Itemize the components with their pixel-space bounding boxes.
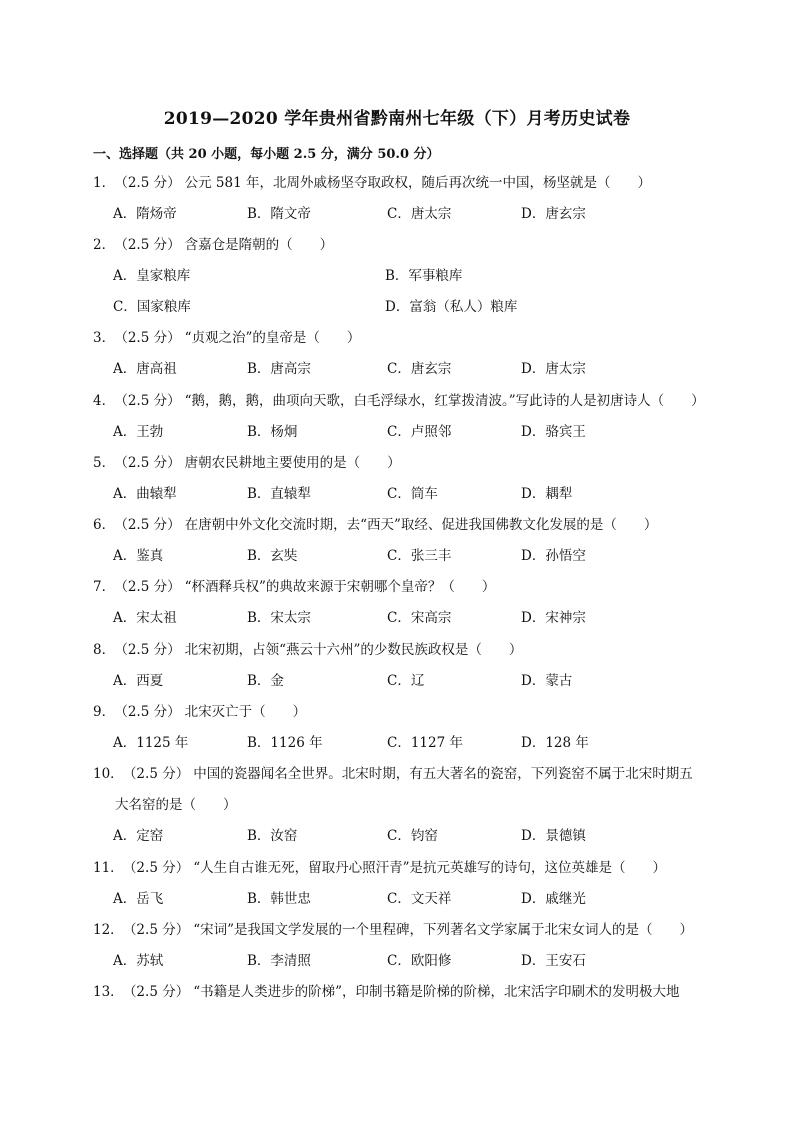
question-stem: 唐朝农民耕地主要使用的是（ ） [184,455,401,471]
option-a: A．曲辕犁 [113,486,177,502]
option-a: A．苏轼 [113,953,164,969]
question-number: 1． [93,175,116,191]
option-d: D．孙悟空 [521,548,586,564]
question-score: （2.5 分） [121,579,181,595]
options-1 [113,199,713,229]
option-c: C．钧窑 [387,828,438,844]
option-c: C．宋高宗 [387,610,452,626]
question-stem: 中国的瓷器闻名全世界。北宋时期，有五大著名的瓷窑，下列瓷窑不属于北宋时期五 [193,766,693,782]
option-a: A．宋太祖 [113,610,177,626]
section-heading: 一、选择题（共 20 小题，每小题 2.5 分，满分 50.0 分） [93,147,440,162]
option-d: D．唐玄宗 [521,206,586,222]
question-8 [93,635,713,665]
options-2-row-2 [113,292,713,322]
options-3 [113,354,713,384]
question-12 [93,915,713,945]
question-score: （2.5 分） [121,704,181,720]
question-score: （2.5 分） [129,922,190,938]
option-c: C．唐玄宗 [387,361,452,377]
options-5 [113,479,713,509]
page-title: 2019—2020 学年贵州省黔南州七年级（下）月考历史试卷 [163,109,631,129]
option-b: B．军事粮库 [385,268,463,284]
option-b: B．唐高宗 [247,361,311,377]
question-10-continued [115,790,735,820]
question-number: 11． [93,860,124,876]
options-7 [113,603,713,633]
options-2-row-1 [113,261,713,291]
question-3 [93,323,713,353]
question-stem: 北宋灭亡于（ ） [184,704,307,720]
question-number: 12． [93,922,124,938]
option-b: B．1126 年 [247,735,323,751]
question-stem: “杯酒释兵权”的典故来源于宋朝哪个皇帝？（ ） [184,579,496,595]
question-number: 2． [93,237,116,253]
option-b: B．杨炯 [247,424,298,440]
question-score: （2.5 分） [129,984,190,1000]
question-number: 4． [93,393,116,409]
question-number: 3． [93,330,116,346]
question-score: （2.5 分） [121,237,181,253]
question-number: 5． [93,455,116,471]
option-c: C．张三丰 [387,548,452,564]
option-d: D．唐太宗 [521,361,586,377]
question-stem: “宋词”是我国文学发展的一个里程碑，下列著名文学家属于北宋女词人的是（ ） [193,922,694,938]
question-stem: “人生自古谁无死，留取丹心照汗青”是抗元英雄写的诗句，这位英雄是（ ） [193,860,667,876]
option-d: D．富翁（私人）粮库 [385,299,518,315]
question-2 [93,230,713,260]
option-b: B．隋文帝 [247,206,311,222]
option-d: D．王安石 [521,953,586,969]
options-9 [113,728,713,758]
option-b: B．金 [247,673,284,689]
option-d: D．戚继光 [521,891,586,907]
option-a: A．王勃 [113,424,164,440]
option-d: D．景德镇 [521,828,586,844]
question-number: 8． [93,642,116,658]
option-c: C．文天祥 [387,891,452,907]
options-10 [113,821,713,851]
question-stem: “鹅，鹅，鹅，曲项向天歌，白毛浮绿水，红掌拨清波。”写此诗的人是初唐诗人（ ） [184,393,705,409]
question-stem: “贞观之治”的皇帝是（ ） [184,330,361,346]
question-score: （2.5 分） [121,455,181,471]
question-number: 6． [93,517,116,533]
option-a: A．皇家粮库 [113,268,191,284]
question-score: （2.5 分） [121,642,181,658]
option-a: A．隋炀帝 [113,206,177,222]
option-a: A．1125 年 [113,735,189,751]
question-number: 13． [93,984,124,1000]
question-stem: 公元 581 年，北周外戚杨坚夺取政权，随后再次统一中国，杨坚就是（ ） [184,175,651,191]
question-13 [93,977,713,1007]
question-4 [93,386,713,416]
options-6 [113,541,713,571]
option-b: B．宋太宗 [247,610,311,626]
option-a: A．定窑 [113,828,164,844]
options-11 [113,884,713,914]
question-9 [93,697,713,727]
question-number: 7． [93,579,116,595]
option-c: C．辽 [387,673,425,689]
question-7 [93,572,713,602]
question-score: （2.5 分） [121,175,181,191]
option-c: C．唐太宗 [387,206,452,222]
option-c: C．卢照邻 [387,424,452,440]
option-d: D．蒙古 [521,673,573,689]
options-8 [113,666,713,696]
question-number: 9． [93,704,116,720]
option-c: C．筒车 [387,486,438,502]
question-score: （2.5 分） [121,517,181,533]
option-b: B．李清照 [247,953,311,969]
option-a: A．鉴真 [113,548,164,564]
option-c: C．1127 年 [387,735,463,751]
question-stem: “书籍是人类进步的阶梯”，印制书籍是阶梯的阶梯，北宋活字印刷术的发明极大地 [193,984,680,1000]
options-12 [113,946,713,976]
option-d: D．宋神宗 [521,610,586,626]
question-stem: 在唐朝中外文化交流时期，去“西天”取经、促进我国佛教文化发展的是（ ） [184,517,658,533]
option-d: D．骆宾王 [521,424,586,440]
option-b: B．玄奘 [247,548,298,564]
option-b: B．直辕犁 [247,486,311,502]
options-4 [113,417,713,447]
question-6 [93,510,713,540]
question-score: （2.5 分） [121,330,181,346]
question-10 [93,759,713,789]
question-stem: 北宋初期，占领“燕云十六州”的少数民族政权是（ ） [184,642,523,658]
option-a: A．唐高祖 [113,361,177,377]
option-a: A．岳飞 [113,891,164,907]
question-stem: 含嘉仓是隋朝的（ ） [184,237,334,253]
option-d: D．耦犁 [521,486,573,502]
option-d: D．128 年 [521,735,589,751]
option-c: C．欧阳修 [387,953,452,969]
question-11 [93,853,713,883]
option-a: A．西夏 [113,673,164,689]
option-b: B．韩世忠 [247,891,311,907]
question-score: （2.5 分） [129,766,190,782]
option-b: B．汝窑 [247,828,298,844]
question-score: （2.5 分） [129,860,190,876]
question-stem-continued: 大名窑的是（ ） [115,797,237,813]
question-number: 10． [93,766,124,782]
question-score: （2.5 分） [121,393,181,409]
question-5 [93,448,713,478]
question-1 [93,168,713,198]
option-c: C．国家粮库 [113,299,191,315]
